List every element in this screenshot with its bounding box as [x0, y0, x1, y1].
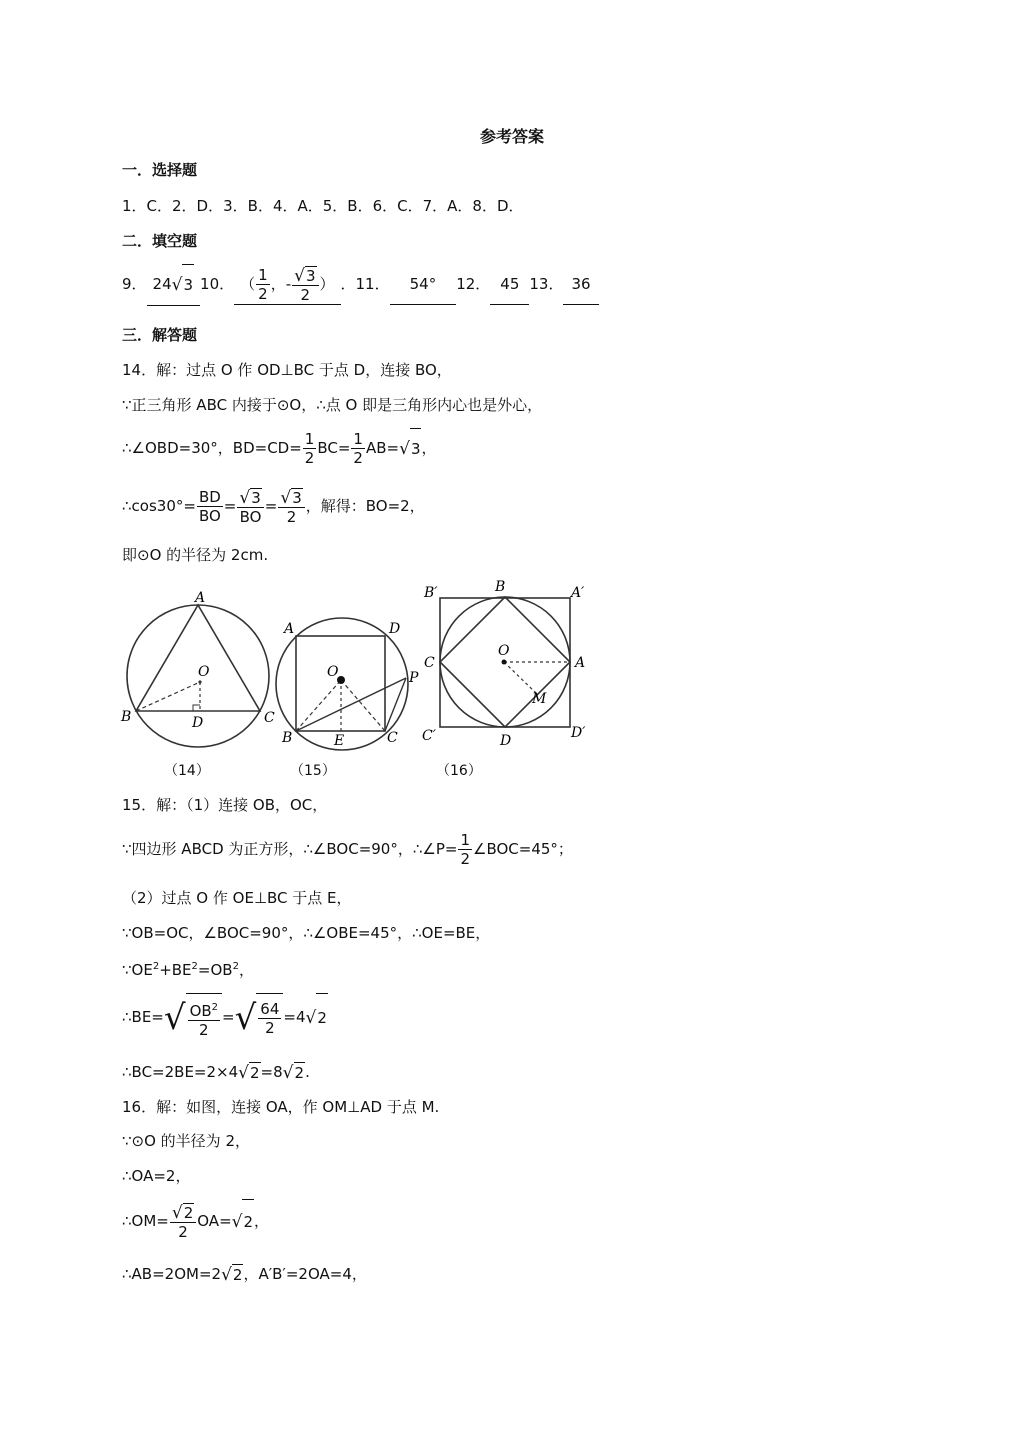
- q14-line-4: ∴cos30°= $\frac{BD}{BO}$ = √ 3 BO = √ 3 2 ，解得：BO=2，: [122, 487, 425, 526]
- label-O: O: [327, 664, 339, 680]
- label-M: M: [532, 691, 547, 707]
- label-O: O: [498, 643, 510, 659]
- label-A: A: [284, 621, 295, 637]
- choice-answers: 1．C．2．D．3．B．4．A．5．B．6．C．7．A．8．D．: [122, 197, 524, 215]
- label-D: D: [192, 715, 204, 731]
- label-B: B: [282, 730, 293, 746]
- caption-14: （14）: [164, 763, 210, 779]
- label-B-prime: B′: [424, 585, 438, 601]
- q16-line-4: ∴OM= √ 2 2 OA= √ 2 ，: [122, 1199, 269, 1244]
- q15-line-7: ∴BC=2BE=2×4 √ 2 =8 √ 2 .: [122, 1063, 310, 1083]
- q14-line-5: 即⊙O 的半径为 2cm.: [122, 546, 269, 564]
- q13-answer: 36: [563, 264, 598, 305]
- q15-line-6: ∴BE= √ $\frac{OB^2}{2}$ = √ $\frac{64}{2}$ =4 √ 2: [122, 993, 328, 1042]
- q15-line-2: ∵四边形 ABCD 为正方形，∴∠BOC=90°，∴∠P= $\frac{1}{2}$ ∠BOC=45°；: [122, 831, 573, 868]
- q10-answer: （ $\frac{1}{2}$ ，- √ 3 2 ）: [234, 264, 340, 305]
- label-P: P: [409, 670, 419, 686]
- q15-line-5: $\because OE^2+BE^2=OB^2$，: [122, 961, 254, 979]
- q11-answer: 54°: [390, 264, 457, 305]
- figure-15: [272, 608, 432, 758]
- label-C: C: [387, 730, 398, 746]
- q16-line-1: 16．解：如图，连接 OA，作 OM⊥AD 于点 M.: [122, 1098, 440, 1116]
- label-B: B: [121, 709, 132, 725]
- q12-answer: 45: [490, 264, 529, 305]
- label-B: B: [495, 579, 506, 595]
- q14-line-2: ∵正三角形 ABC 内接于⊙O，∴点 O 即是三角形内心也是外心，: [122, 396, 543, 414]
- label-A: A: [195, 590, 206, 606]
- label-D: D: [389, 621, 401, 637]
- q15-line-1: 15．解：（1）连接 OB，OC，: [122, 796, 328, 814]
- label-D-prime: D′: [571, 725, 586, 741]
- caption-16: （16）: [436, 763, 482, 779]
- q15-line-4: ∵OB=OC，∠BOC=90°，∴∠OBE=45°，∴OE=BE，: [122, 924, 491, 942]
- section-heading-choice: 一．选择题: [122, 161, 198, 179]
- label-C: C: [264, 710, 275, 726]
- q16-line-2: ∵⊙O 的半径为 2，: [122, 1132, 250, 1150]
- section-heading-fill: 二．填空题: [122, 232, 198, 250]
- figure-16: [418, 575, 603, 755]
- q14-line-3: ∴∠OBD=30°，BD=CD= $\frac{1}{2}$ BC= $\frac{1}{2}$ AB= √ 3 ，: [122, 430, 437, 467]
- label-A: A: [575, 655, 586, 671]
- label-C: C: [424, 655, 435, 671]
- figure-14: [118, 580, 278, 760]
- label-O: O: [198, 664, 210, 680]
- q9-answer: 24 √ 3: [147, 264, 200, 306]
- label-C-prime: C′: [422, 728, 436, 744]
- label-A-prime: A′: [571, 585, 585, 601]
- page-title: 参考答案: [479, 127, 544, 146]
- q14-line-1: 14．解：过点 O 作 OD⊥BC 于点 D，连接 BO，: [122, 361, 452, 379]
- q16-line-5: ∴AB=2OM=2 √ 2 ，A′B′=2OA=4，: [122, 1265, 367, 1285]
- q15-line-3: （2）过点 O 作 OE⊥BC 于点 E，: [122, 889, 352, 907]
- fill-answers: 9． 24 √ 3 10． （ $\frac{1}{2}$ ，- √ 3 2 ） ．11． 54° 12． 45 13． 36: [122, 264, 599, 308]
- label-E: E: [334, 733, 345, 749]
- section-heading-solve: 三．解答题: [122, 326, 198, 344]
- q16-line-3: ∴OA=2，: [122, 1167, 191, 1185]
- label-D: D: [500, 733, 512, 749]
- caption-15: （15）: [290, 763, 336, 779]
